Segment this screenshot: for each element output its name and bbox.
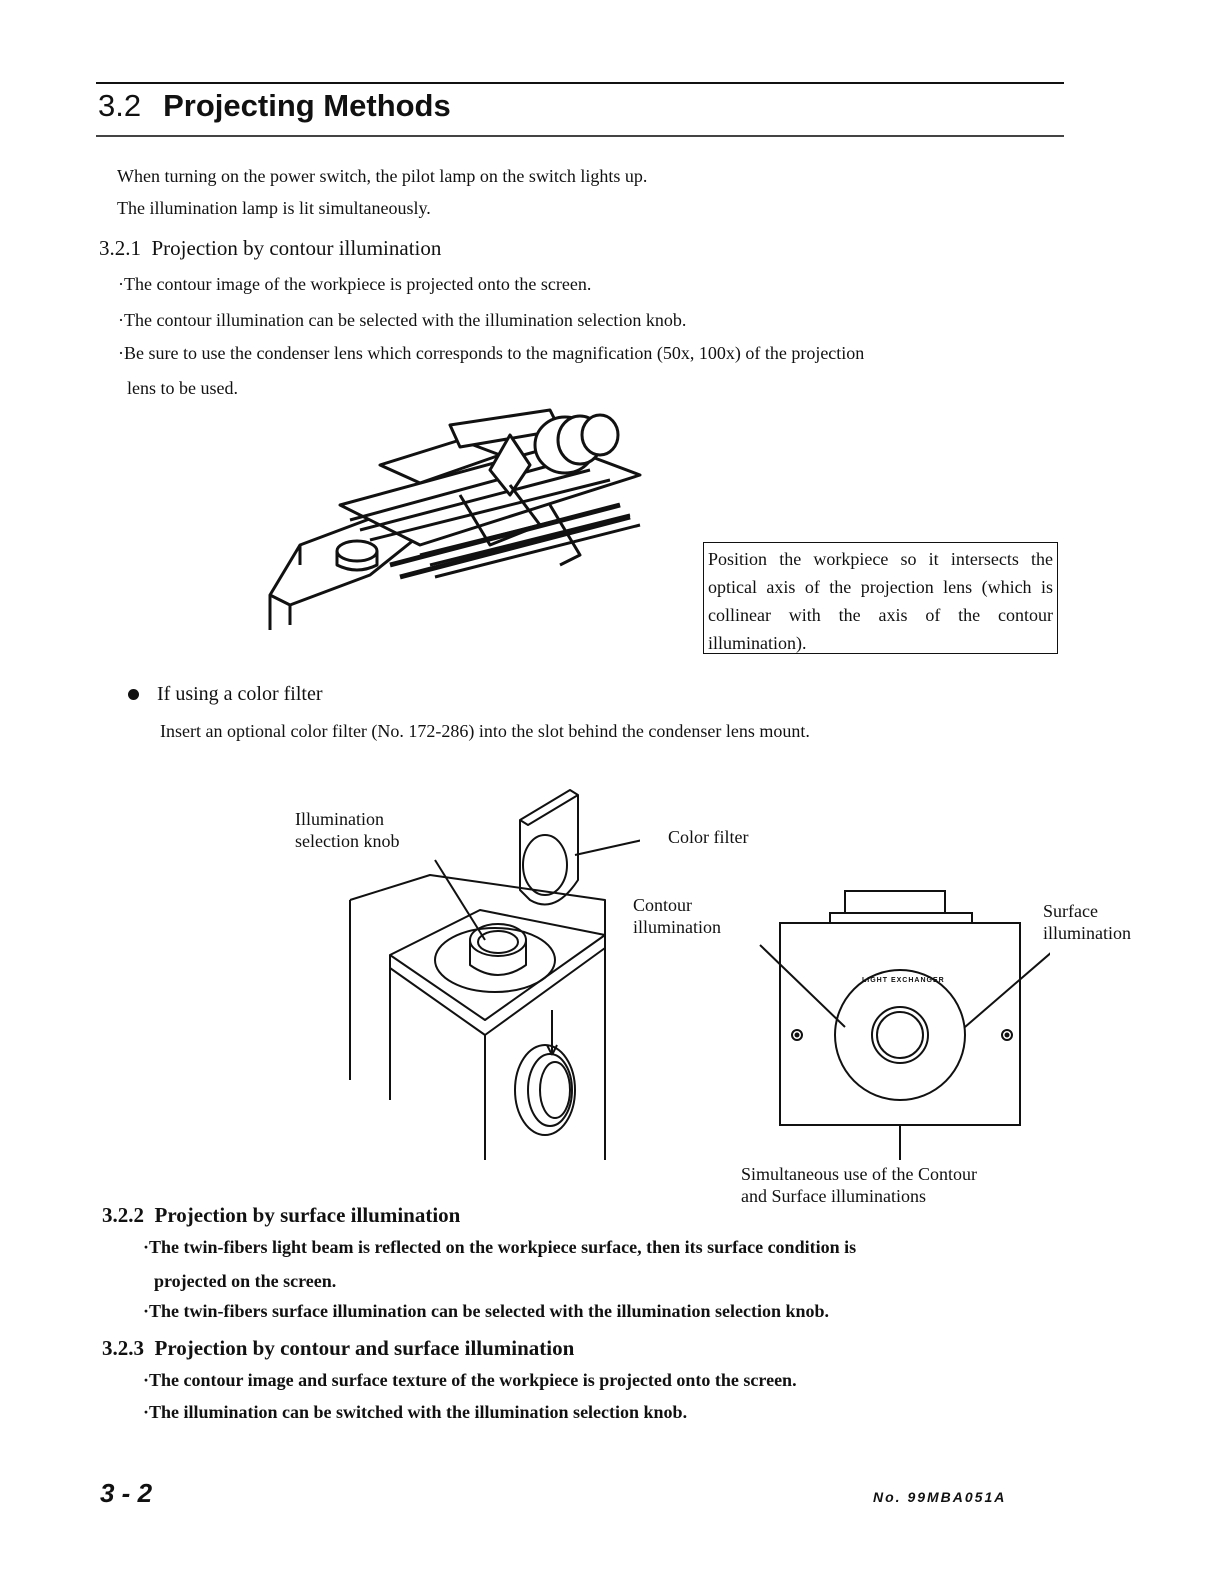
section-title: Projecting Methods <box>163 88 451 123</box>
label-illumination-knob: Illumination selection knob <box>295 809 400 851</box>
color-filter-heading: If using a color filter <box>157 683 323 705</box>
color-filter-text: Insert an optional color filter (No. 172-286) into the slot behind the condenser lens mount. <box>160 721 810 741</box>
sub1-bullet-3-cont: lens to be used. <box>127 378 238 398</box>
label-color-filter: Color filter <box>668 827 749 847</box>
sub3-bullet-1: ·The contour image and surface texture of the workpiece is projected onto the screen. <box>143 1370 797 1390</box>
light-exchanger-panel <box>750 885 1050 1160</box>
intro-line-1: When turning on the power switch, the pilot lamp on the switch lights up. <box>117 166 648 186</box>
sub3-bullet-2: ·The illumination can be switched with the illumination selection knob. <box>143 1402 688 1422</box>
bullet-dot <box>128 689 139 700</box>
sub1-bullet-2: ·The contour illumination can be selected with the illumination selection knob. <box>118 310 687 330</box>
stage-illustration <box>260 405 660 635</box>
document-number: No. 99MBA051A <box>873 1489 1007 1505</box>
dial-text: LIGHT EXCHANGER <box>862 977 945 984</box>
sub2-bullet-1-cont: projected on the screen. <box>154 1271 337 1291</box>
subsection-heading-3-2-2: 3.2.2 Projection by surface illumination <box>102 1203 461 1227</box>
label-simultaneous-use: Simultaneous use of the Contour and Surface illuminations <box>741 1164 977 1206</box>
subsection-heading-3-2-1: 3.2.1 Projection by contour illumination <box>99 236 442 260</box>
section-heading <box>98 88 451 124</box>
sub2-bullet-1: ·The twin-fibers light beam is reflected on the workpiece surface, then its surface condition is <box>143 1237 857 1257</box>
sub1-bullet-3: ·Be sure to use the condenser lens which corresponds to the magnification (50x, 100x) of the projection <box>118 343 865 363</box>
page-number: 3 - 2 <box>100 1478 153 1508</box>
sub2-bullet-2: ·The twin-fibers surface illumination can be selected with the illumination selection knob. <box>143 1301 830 1321</box>
header-rule-top <box>96 82 1064 84</box>
label-surface-illumination: Surface illumination <box>1043 901 1131 943</box>
label-contour-illumination: Contour illumination <box>633 895 721 937</box>
intro-line-2: The illumination lamp is lit simultaneously. <box>117 198 431 218</box>
subsection-heading-3-2-3: 3.2.3 Projection by contour and surface illumination <box>102 1336 575 1360</box>
section-number: 3.2 <box>98 88 142 123</box>
header-rule-bottom <box>96 135 1064 137</box>
workpiece-position-callout: Position the workpiece so it intersects the optical axis of the projection lens (which is collinear with the axis of the contour illumination). <box>703 542 1058 654</box>
sub1-bullet-1: ·The contour image of the workpiece is projected onto the screen. <box>118 274 592 294</box>
